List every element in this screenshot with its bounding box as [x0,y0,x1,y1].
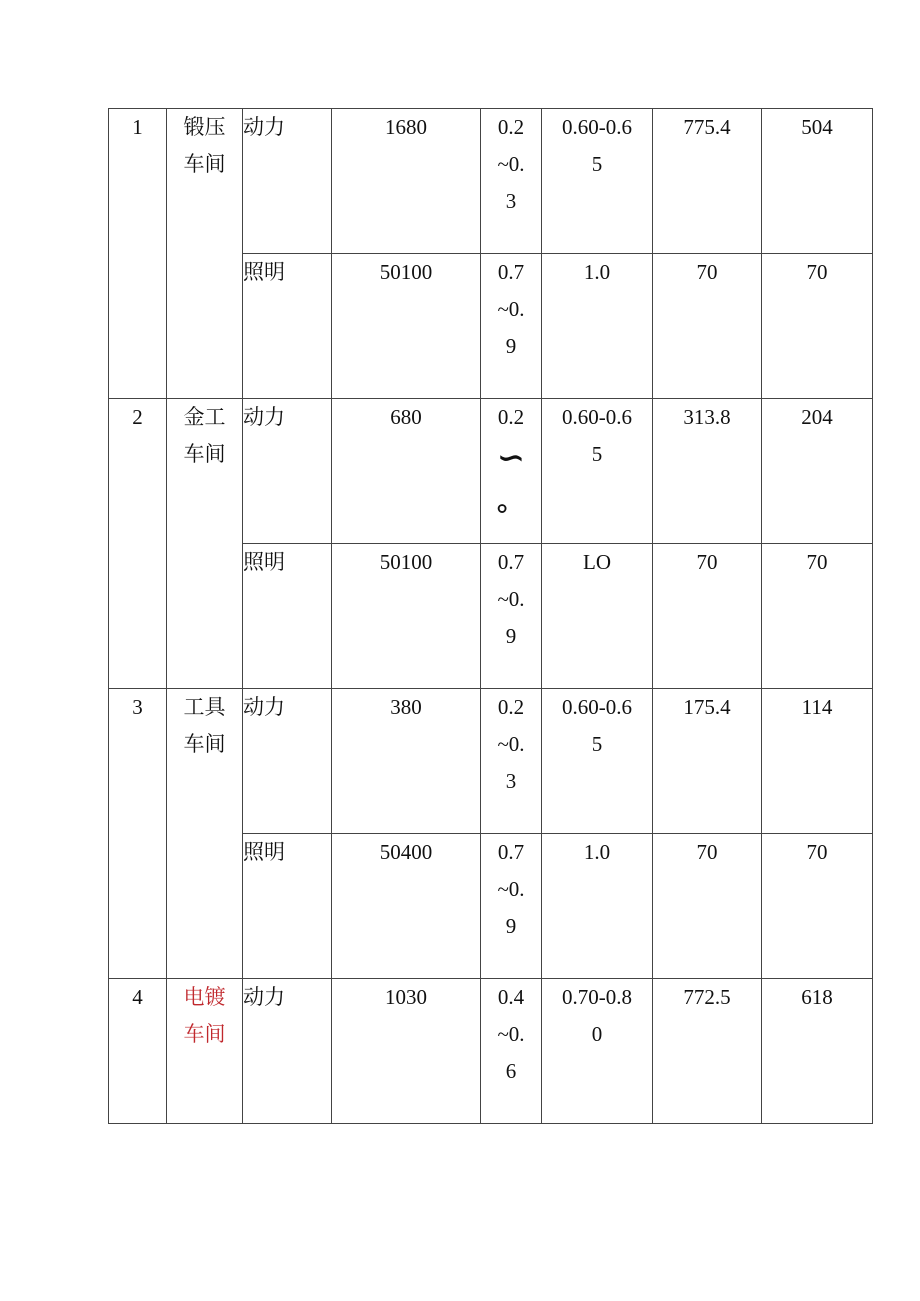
demand-factor-value: 0.7 ~0. 9 [497,840,525,938]
cell-power-factor [542,689,653,834]
cell-index: 4 [109,979,167,1124]
cell-reactive-power: 70 [762,544,873,689]
cell-workshop [167,979,243,1124]
cell-power-factor [542,979,653,1124]
cell-load-type: 照明 [243,544,332,689]
cell-installed-power: 50100 [332,254,481,399]
cell-load-type: 照明 [243,834,332,979]
cell-load-type: 动力 [243,399,332,544]
dot-glyph: 。 [496,486,525,517]
cell-workshop [167,399,243,689]
workshop-load-table [108,108,873,1124]
demand-factor-value: 0.7 ~0. 9 [497,550,525,648]
demand-factor-top: 0.2 [497,405,525,429]
cell-installed-power: 380 [332,689,481,834]
power-factor-value: 0.70-0.8 0 [562,985,632,1046]
cell-active-power: 175.4 [653,689,762,834]
cell-power-factor: 1.0 [542,834,653,979]
cell-active-power: 70 [653,834,762,979]
power-factor-value: 0.60-0.6 5 [562,695,632,756]
cell-active-power: 70 [653,254,762,399]
demand-factor-value: 0.2 ~0. 3 [497,115,525,213]
cell-reactive-power: 204 [762,399,873,544]
table-row [109,689,873,834]
cell-power-factor: LO [542,544,653,689]
cell-power-factor: 1.0 [542,254,653,399]
cell-active-power: 775.4 [653,109,762,254]
workshop-name-highlighted: 电镀 车间 [183,985,226,1046]
power-factor-value: 0.60-0.6 5 [562,405,632,466]
cell-active-power: 313.8 [653,399,762,544]
cell-index: 1 [109,109,167,399]
table-row [109,109,873,254]
cell-demand-factor [481,979,542,1124]
cell-index: 2 [109,399,167,689]
cell-workshop [167,109,243,399]
cell-active-power: 772.5 [653,979,762,1124]
cell-installed-power: 50400 [332,834,481,979]
cell-reactive-power: 504 [762,109,873,254]
cell-load-type: 动力 [243,979,332,1124]
cell-reactive-power: 618 [762,979,873,1124]
cell-power-factor [542,399,653,544]
cell-installed-power: 1680 [332,109,481,254]
cell-workshop [167,689,243,979]
cell-active-power: 70 [653,544,762,689]
cell-demand-factor [481,544,542,689]
cell-demand-factor [481,689,542,834]
table-row [109,399,873,544]
cell-reactive-power: 114 [762,689,873,834]
cell-demand-factor [481,399,542,544]
cell-demand-factor [481,254,542,399]
cell-load-type: 动力 [243,689,332,834]
cell-index: 3 [109,689,167,979]
demand-factor-value: 0.2 ~0. 3 [497,695,525,793]
power-factor-value: 0.60-0.6 5 [562,115,632,176]
cell-installed-power: 680 [332,399,481,544]
cell-demand-factor [481,834,542,979]
cell-installed-power: 1030 [332,979,481,1124]
cell-reactive-power: 70 [762,254,873,399]
cell-reactive-power: 70 [762,834,873,979]
demand-factor-value: 0.7 ~0. 9 [497,260,525,358]
workshop-name: 金工 车间 [183,405,226,466]
cell-load-type: 动力 [243,109,332,254]
demand-factor-value: 0.4 ~0. 6 [497,985,525,1083]
cell-demand-factor [481,109,542,254]
cell-installed-power: 50100 [332,544,481,689]
table-row [109,979,873,1124]
workshop-name: 锻压 车间 [183,115,226,176]
tilde-glyph: ∽ [496,440,526,477]
workshop-name: 工具 车间 [183,695,226,756]
cell-load-type: 照明 [243,254,332,399]
cell-power-factor [542,109,653,254]
